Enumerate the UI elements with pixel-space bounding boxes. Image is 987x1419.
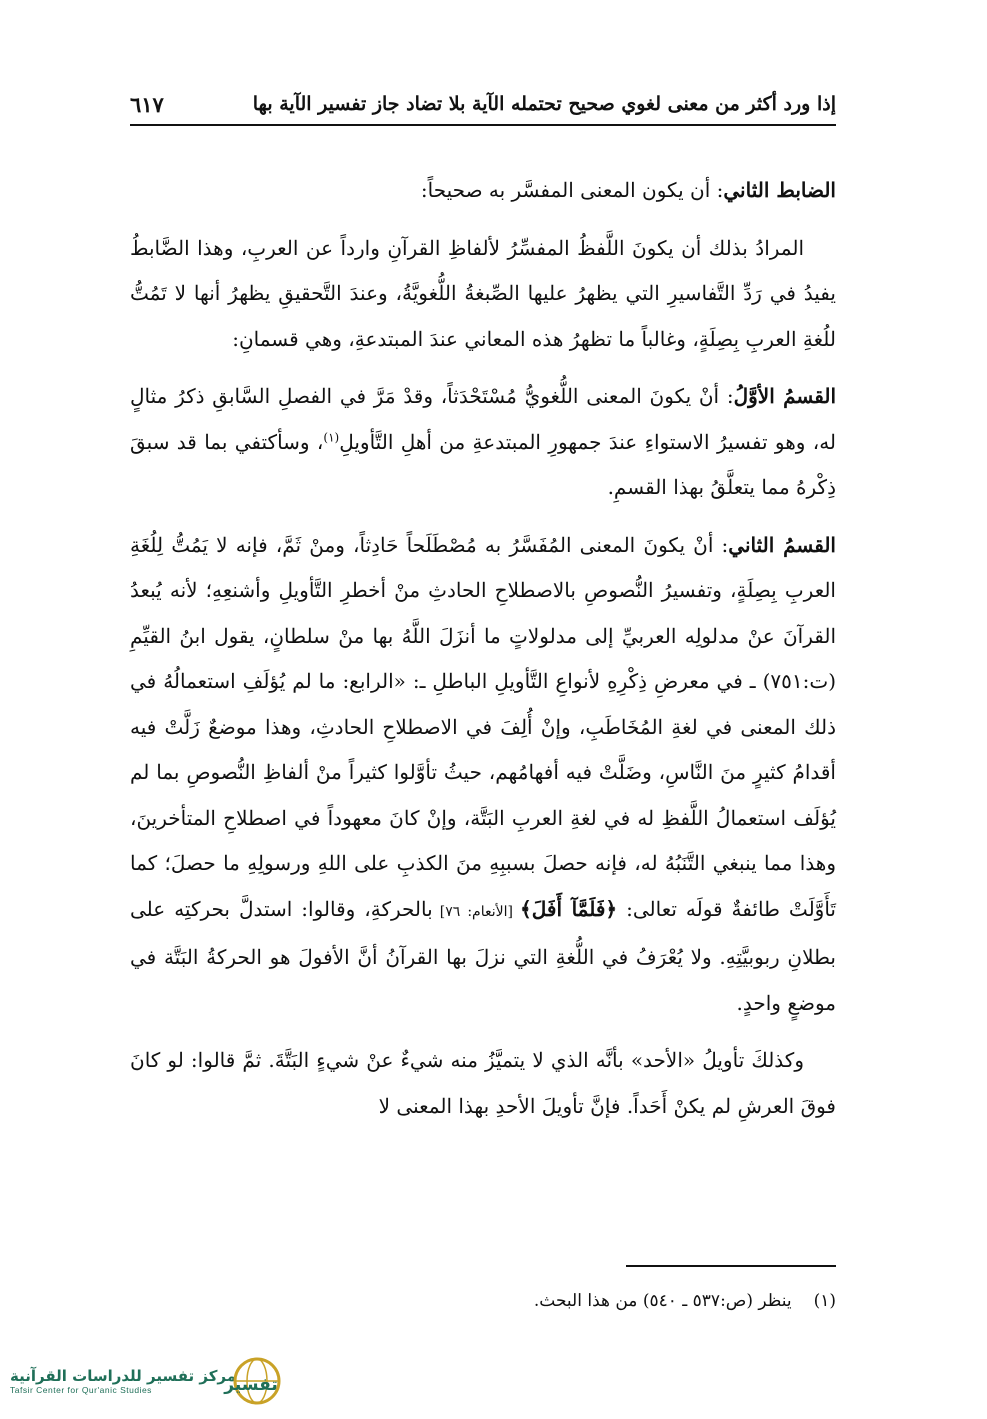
section-one-label: القسمُ الأوَّلُ <box>733 384 837 408</box>
page-number: ٦١٧ <box>130 91 164 117</box>
running-title: إذا ورد أكثر من معنى لغوي صحيح تحتمله الآية بلا تضاد جاز تفسير الآية بها <box>252 93 836 115</box>
footnote-number: (١) <box>813 1291 836 1311</box>
paragraph-ahad: وكذلكَ تأويلُ «الأحد» بأنَّه الذي لا يتميَّزُ منه شيءٌ عنْ شيءٍ البَتَّةَ. ثمَّ قالوا: لو كانَ فوقَ العرشِ لم يكنْ أَحَداً. فإنَّ تأويلَ الأحدِ بهذا المعنى لا <box>130 1048 836 1118</box>
tafsir-center-logo <box>10 1352 290 1410</box>
logo-text <box>10 1367 237 1395</box>
logo-mark-text: تفسير <box>224 1375 278 1395</box>
criterion-label: الضابط الثاني <box>723 178 836 202</box>
paragraph-section-two <box>130 523 836 1027</box>
criterion-text: : أن يكون المعنى المفسَّر به صحيحاً: <box>420 178 724 202</box>
section-two-label: القسمُ الثاني <box>728 532 836 557</box>
section-two-text: : أنْ يكونَ المعنى المُفَسَّرُ به مُصْطَلَحاً حَادِثاً، ومنْ ثَمَّ، فإنه لا يَمُتُّ لِلُغَةِ العربِ بِصِلَةٍ، وتفسيرُ النُّصوصِ بالاصطلاحِ الحادثِ منْ أخطرِ التَّأويلِ وأشنعِهِ؛ لأنه يُبعدُ القرآنَ عنْ مدلولِه العربيِّ إلى مدلولاتٍ ما أنزَلَ اللَّهُ بها منْ سلطانٍ، يقول ابنُ القيِّمِ (ت:٧٥١) ـ في معرضِ ذِكْرِهِ لأنواعِ التَّأويلِ الباطلِ ـ: «الرابع: ما لم يُؤلَفِ استعمالُهُ في ذلك المعنى في لغةِ المُخَاطَبِ، وإنْ أُلِفَ في الاصطلاحِ الحادثِ، وهذا موضعٌ زَلَّتْ فيه أقدامُ كثيرٍ منَ النَّاسِ، وضَلَّتْ فيه أفهامُهم، حيثُ تأوَّلوا كثيراً منْ ألفاظِ النُّصوصِ بما لم يُؤلَف استعمالُ اللَّفظِ له في لغةِ العربِ البَتَّة، وإنْ كانَ معهوداً في اصطلاحِ المتأخرينَ، وهذا مما ينبغي التَّنَبُهُ له، فإنه حصلَ بسببِهِ منَ الكذبِ على اللهِ ورسولِهِ ما حصلَ؛ كما تَأَوَّلَتْ طائفةٌ قولَه تعالى: <box>130 532 836 921</box>
footnote-text: ينظر (ص:٥٣٧ ـ ٥٤٠) من هذا البحث. <box>533 1291 792 1311</box>
globe-logo-icon <box>215 1352 287 1410</box>
section-two-text-end: بالحركةِ، وقالوا: استدلَّ بحركتِه على بطلانِ ربوبيَّتِهِ. ولا يُعْرَفُ في اللُّغةِ التي نزلَ بها القرآنُ أنَّ الأفولَ هو الحركةُ البَتَّة في موضعٍ واحدٍ. <box>130 896 836 1015</box>
paragraph-section-one <box>130 374 836 511</box>
verse-citation: [الأنعام: ٧٦] <box>432 903 521 920</box>
page-header <box>130 86 836 122</box>
main-text <box>130 168 836 1141</box>
logo-english-name: Tafsir Center for Qur'anic Studies <box>10 1385 152 1395</box>
paragraph-criterion-two <box>130 168 836 214</box>
footnote-reference[interactable]: (١) <box>323 429 340 444</box>
footnote-rule <box>626 1265 836 1267</box>
header-rule <box>130 124 836 126</box>
footnote <box>130 1287 836 1315</box>
section-one-text-end: ، وسأكتفي بما قد سبقَ ذِكْرهُ مما يتعلَّقُ بهذا القسمِ. <box>130 429 836 499</box>
quran-verse: ﴿فَلَمَّآ أَفَلَ﴾ <box>520 896 618 921</box>
section-one-text: : أنْ يكونَ المعنى اللُّغويُّ مُسْتَحْدَثاً، وقدْ مَرَّ في الفصلِ السَّابقِ ذكرُ مثالٍ له، وهو تفسيرُ الاستواءِ عندَ جمهورِ المبتدعةِ من أهلِ التَّأويلِ <box>130 384 837 454</box>
logo-arabic-name: مركز تفسير للدراسات القرآنية <box>10 1367 237 1385</box>
paragraph-intro: المرادُ بذلك أن يكونَ اللَّفظُ المفسِّرُ لألفاظِ القرآنِ وارداً عن العربِ، وهذا الضَّابطُ يفيدُ في رَدِّ التَّفاسيرِ التي يظهرُ عليها الصِّبغةُ اللُّغويَّةُ، وعندَ التَّحقيقِ يظهرُ أنها لا تَمُتُّ للُغةِ العربِ بِصِلَةٍ، وغالباً ما تظهرُ هذه المعاني عندَ المبتدعةِ، وهي قسمانِ: <box>130 235 836 351</box>
